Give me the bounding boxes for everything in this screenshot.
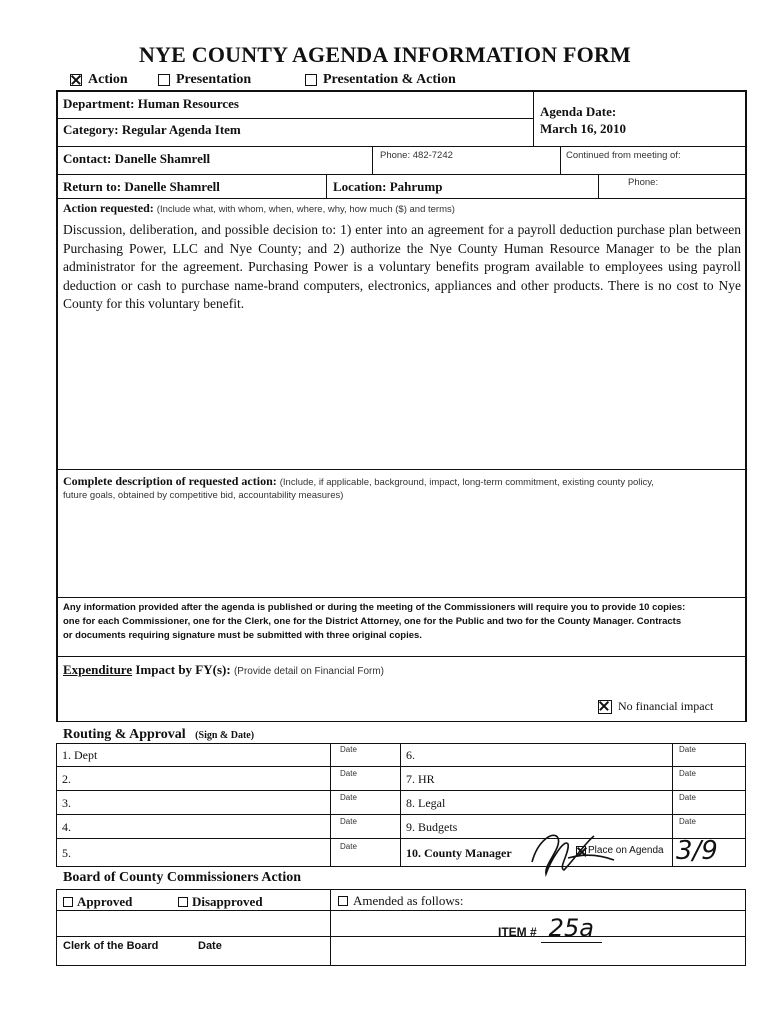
no-financial-impact[interactable] — [598, 699, 713, 714]
action-requested-label: Action requested: — [63, 201, 154, 215]
item-number — [498, 914, 602, 943]
complete-description-heading — [63, 474, 743, 489]
contact-field: Contact: Danelle Shamrell — [63, 151, 211, 166]
complete-description-hint-1: (Include, if applicable, background, impact, long-term commitment, existing county policy, — [279, 477, 654, 488]
routing-left-2: 2. — [62, 772, 71, 786]
county-manager-signature — [524, 818, 624, 882]
item-number-value: 25a — [541, 914, 602, 943]
expenditure-heading — [63, 662, 384, 678]
notice-line-3: or documents requiring signature must be submitted with three original copies. — [63, 630, 422, 641]
copies-notice — [63, 601, 743, 643]
complete-description-label: Complete description of requested action: — [63, 474, 277, 488]
agenda-date-label: Agenda Date: — [540, 104, 617, 119]
option-presentation-label: Presentation — [176, 72, 252, 87]
expenditure-hint: (Provide detail on Financial Form) — [233, 666, 384, 677]
action-requested-text: Discussion, deliberation, and possible decision to: 1) enter into an agreement for a payroll deduction purchase plan between Purchasing Power, LLC and Nye County; and 2) authorize the Nye County Human Resource Manager to be the plan administrator for the agreement. Purchasing Power is a voluntary benefits program available to employees using payroll deduction or cash to purchase name-brand computers, electronics, appliances and other products. There is no cost to Nye County for this voluntary benefit. — [63, 222, 741, 311]
notice-line-2: one for each Commissioner, one for the Clerk, one for the District Attorney, one for the Public and two for the County Manager. Contracts — [63, 616, 682, 627]
disapproved-checkbox[interactable] — [178, 897, 188, 907]
category-field: Category: Regular Agenda Item — [63, 122, 241, 137]
no-financial-impact-checkbox[interactable] — [598, 700, 612, 714]
option-action[interactable] — [70, 72, 128, 88]
clerk-label: Clerk of the Board — [63, 940, 159, 952]
complete-description-hint-2: future goals, obtained by competitive bid, accountability measures) — [63, 490, 344, 501]
disapproved-label: Disapproved — [192, 894, 263, 909]
routing-date-label-1: Date — [340, 745, 357, 754]
form-title: NYE COUNTY AGENDA INFORMATION FORM — [138, 42, 632, 67]
routing-right-10: 10. County Manager — [406, 846, 512, 860]
routing-left-4: 4. — [62, 820, 71, 834]
routing-date-label-5: Date — [340, 842, 357, 851]
clerk-date-label: Date — [198, 940, 222, 952]
routing-date-label-8: Date — [679, 793, 696, 802]
amended-checkbox[interactable] — [338, 896, 348, 906]
approved-checkbox[interactable] — [63, 897, 73, 907]
approved-option[interactable] — [63, 894, 132, 910]
routing-title — [63, 727, 254, 743]
action-checkbox[interactable] — [70, 74, 82, 86]
no-financial-impact-label: No financial impact — [618, 699, 714, 713]
option-action-label: Action — [88, 72, 128, 87]
routing-date-label-6: Date — [679, 745, 696, 754]
presentation-checkbox[interactable] — [158, 74, 170, 86]
routing-left-3: 3. — [62, 796, 71, 810]
expenditure-label: Expenditure — [63, 662, 133, 677]
routing-right-9: 9. Budgets — [406, 820, 458, 834]
routing-right-6: 6. — [406, 748, 415, 762]
action-requested-hint: (Include what, with whom, when, where, why, how much ($) and terms) — [156, 204, 455, 215]
presentation-action-checkbox[interactable] — [305, 74, 317, 86]
agenda-date-value: March 16, 2010 — [540, 121, 627, 136]
handwritten-date: 3/9 — [676, 836, 718, 866]
phone2-field: Phone: — [628, 177, 659, 188]
routing-title-label: Routing & Approval — [63, 727, 186, 742]
amended-option[interactable] — [338, 893, 463, 909]
option-presentation[interactable] — [158, 72, 251, 88]
location-field: Location: Pahrump — [333, 179, 443, 194]
routing-date-label-9: Date — [679, 817, 696, 826]
routing-right-7: 7. HR — [406, 772, 435, 786]
item-number-label: ITEM # — [498, 925, 537, 939]
expenditure-label-rest: Impact by FY(s): — [132, 662, 231, 677]
option-presentation-action[interactable] — [305, 72, 456, 88]
routing-date-label-2: Date — [340, 769, 357, 778]
routing-right-8: 8. Legal — [406, 796, 446, 810]
routing-subtitle: (Sign & Date) — [195, 730, 255, 741]
routing-date-label-3: Date — [340, 793, 357, 802]
return-to-field: Return to: Danelle Shamrell — [63, 179, 220, 194]
option-presentation-action-label: Presentation & Action — [323, 72, 456, 87]
routing-date-label-7: Date — [679, 769, 696, 778]
department-field: Department: Human Resources — [63, 96, 239, 111]
board-title: Board of County Commissioners Action — [63, 870, 302, 885]
routing-left-5: 5. — [62, 846, 71, 860]
routing-date-label-4: Date — [340, 817, 357, 826]
notice-line-1: Any information provided after the agenda is published or during the meeting of the Commissioners will require you to provide 10 copies: — [63, 602, 686, 613]
disapproved-option[interactable] — [178, 894, 263, 910]
action-requested-heading — [63, 201, 455, 216]
continued-from-field: Continued from meeting of: — [566, 150, 681, 161]
phone-field: Phone: 482-7242 — [380, 150, 453, 161]
amended-label: Amended as follows: — [353, 893, 464, 908]
place-on-agenda-label: Place on Agenda — [588, 845, 664, 856]
approved-label: Approved — [77, 894, 133, 909]
routing-left-1: 1. Dept — [62, 748, 98, 762]
